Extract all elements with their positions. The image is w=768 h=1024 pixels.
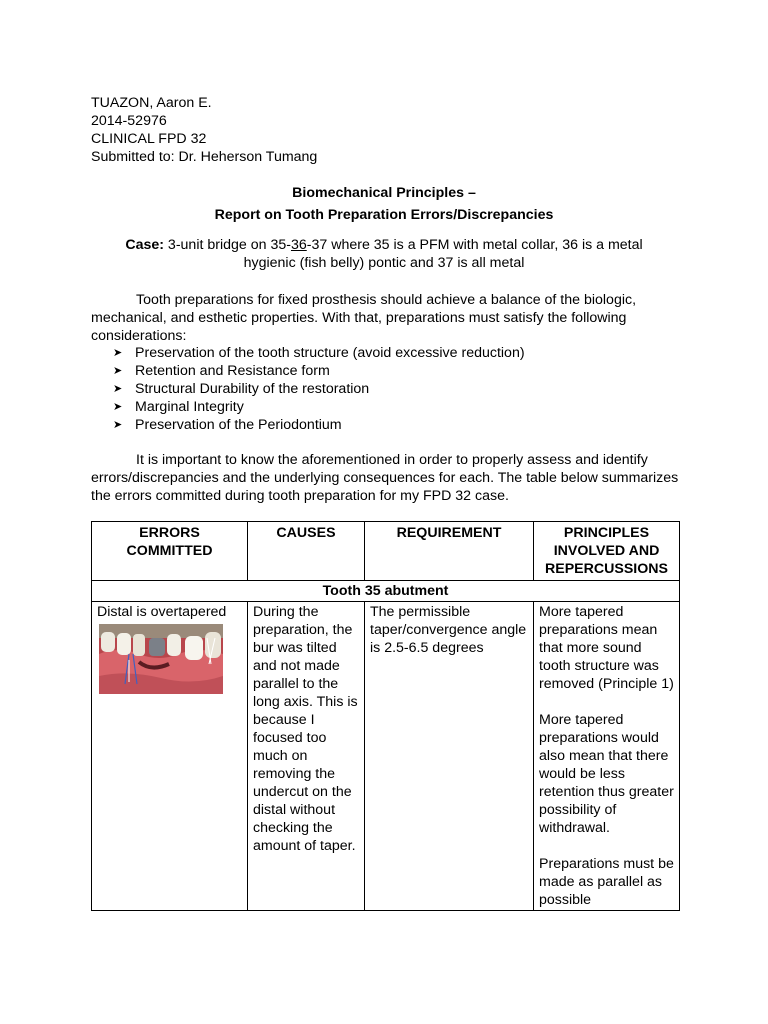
list-item: ➤ Retention and Resistance form: [113, 363, 330, 379]
header-requirement: REQUIREMENT: [365, 522, 534, 581]
cause-cell: During the preparation, the bur was tilted and not made parallel to the long axis. This is because I focused too much on removing the undercut on the distal without checking the amount of taper.: [248, 602, 365, 911]
summary-paragraph: [91, 451, 681, 505]
report-title: [0, 182, 768, 226]
list-item: ➤ Preservation of the Periodontium: [113, 417, 342, 433]
requirement-cell: The permissible taper/convergence angle is 2.5-6.5 degrees: [365, 602, 534, 911]
intro-text: Tooth preparations for fixed prosthesis should achieve a balance of the biologic, mechanical, and esthetic properties. With that, preparations must satisfy the following considerations:: [91, 292, 637, 344]
header-errors: ERRORS COMMITTED: [92, 522, 248, 581]
arrow-bullet-icon: ➤: [113, 365, 123, 377]
case-text-underlined: 36: [290, 237, 307, 253]
principle-text-1: More tapered preparations mean that more sound tooth structure was removed (Principle 1): [539, 604, 674, 692]
course-name: CLINICAL FPD 32: [91, 131, 207, 147]
title-line-1: Biomechanical Principles –: [292, 185, 476, 201]
principle-text-3: Preparations must be made as parallel as possible: [539, 856, 674, 908]
list-item: ➤ Structural Durability of the restoration: [113, 381, 370, 397]
table-row: [92, 602, 680, 911]
arrow-bullet-icon: ➤: [113, 419, 123, 431]
section-row: [92, 581, 680, 602]
summary-text: It is important to know the aforementioned in order to properly assess and identify errors/discrepancies and the underlying consequences for each. The table below summarizes the errors committed during tooth preparation for my FPD 32 case.: [91, 452, 679, 504]
considerations-list: [113, 344, 525, 434]
errors-table: [91, 521, 680, 911]
list-item: ➤ Preservation of the tooth structure (avoid excessive reduction): [113, 345, 525, 361]
submitted-to: Submitted to: Dr. Heherson Tumang: [91, 149, 318, 165]
intro-paragraph: [91, 291, 681, 345]
case-label: Case:: [125, 237, 164, 253]
header-principles: PRINCIPLES INVOLVED AND REPERCUSSIONS: [534, 522, 680, 581]
error-text: Distal is overtapered: [97, 604, 227, 620]
section-title: Tooth 35 abutment: [92, 581, 680, 602]
arrow-bullet-icon: ➤: [113, 383, 123, 395]
principles-cell: [534, 602, 680, 911]
case-description: [100, 236, 668, 272]
case-text-a: 3-unit bridge on 35-: [163, 237, 291, 253]
tooth-preparation-photo: [99, 624, 223, 694]
case-text-b: -37 where 35 is a PFM with metal collar, 36 is a metal hygienic (fish belly) pontic and 37 is all metal: [243, 237, 643, 271]
title-line-2: Report on Tooth Preparation Errors/Discrepancies: [214, 207, 554, 223]
list-item: ➤ Marginal Integrity: [113, 399, 244, 415]
header-causes: CAUSES: [248, 522, 365, 581]
student-id: 2014-52976: [91, 113, 167, 129]
author-name: TUAZON, Aaron E.: [91, 95, 212, 111]
error-cell: [92, 602, 248, 911]
arrow-bullet-icon: ➤: [113, 401, 123, 413]
author-header: [91, 94, 317, 166]
table-header-row: [92, 522, 680, 581]
principle-text-2: More tapered preparations would also mean that there would be less retention thus greater possibility of withdrawal.: [539, 712, 674, 836]
arrow-bullet-icon: ➤: [113, 347, 123, 359]
